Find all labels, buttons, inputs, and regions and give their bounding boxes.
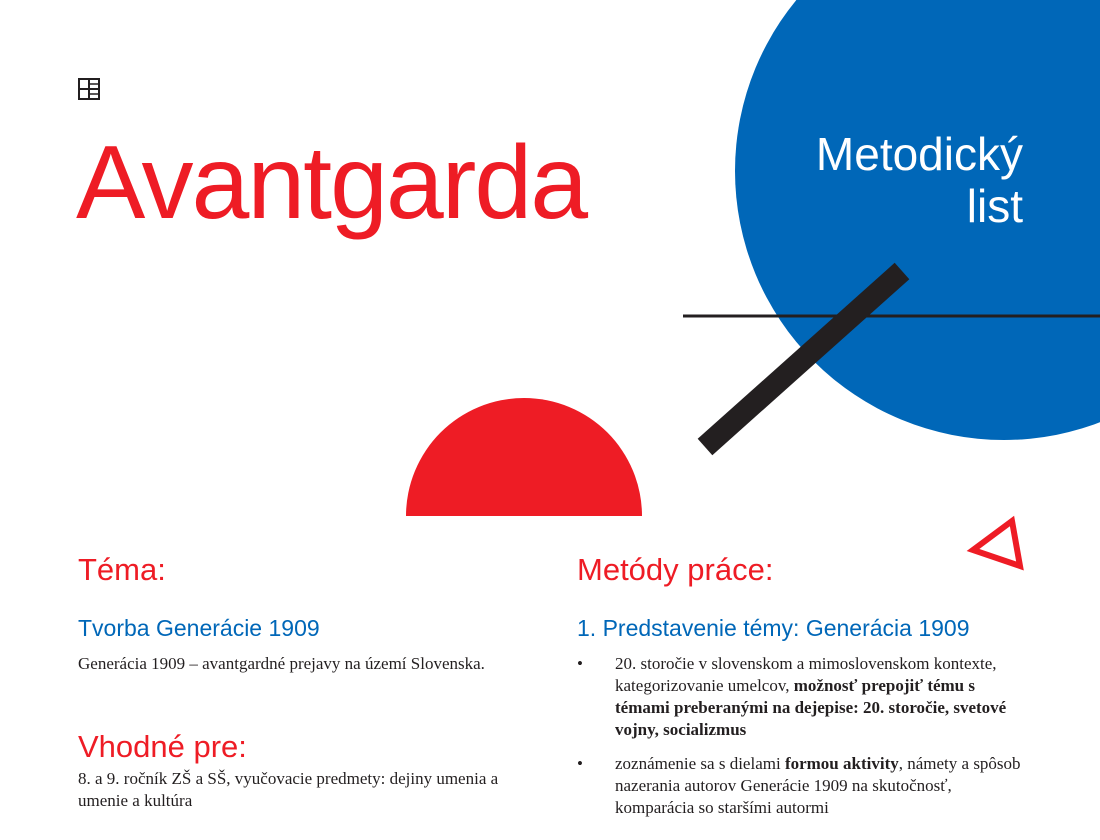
document-type-label [770, 128, 1023, 232]
red-triangle-icon [973, 521, 1020, 566]
document-type-line1: Metodický [815, 128, 1023, 180]
tema-text: Generácia 1909 – avantgardné prejavy na území Slovenska. [78, 654, 485, 673]
tema-heading: Téma: [78, 552, 166, 587]
list-item [577, 653, 1027, 741]
methods-list [577, 653, 1027, 831]
list-item-after: , námety a spôsob nazerania autorov Generácie 1909 na skutočnosť, komparácia so staršími autormi [615, 754, 1021, 817]
list-item-text: 20. storočie v slovenskom a mimoslovenskom kontexte, kategorizovanie umelcov, [615, 654, 997, 695]
tema-subheading: Tvorba Generácie 1909 [78, 615, 320, 641]
page-title: Avantgarda [76, 125, 587, 241]
vhodne-heading: Vhodné pre: [78, 729, 247, 764]
vhodne-text: 8. a 9. ročník ZŠ a SŠ, vyučovacie predmety: dejiny umenia a umenie a kultúra [78, 769, 499, 810]
metody-heading: Metódy práce: [577, 552, 774, 587]
list-item [577, 753, 1027, 819]
metody-subheading: 1. Predstavenie témy: Generácia 1909 [577, 615, 970, 641]
red-semicircle-decoration [406, 398, 642, 516]
list-item-text: zoznámenie sa s dielami [615, 754, 785, 773]
list-item-bold: možnosť prepojiť tému s témami preberanými na dejepise: 20. storočie, svetové vojny, socializmus [615, 676, 1007, 739]
grid-logo-icon [78, 78, 100, 100]
document-type-line2: list [966, 180, 1023, 232]
list-item-bold: formou aktivity [784, 754, 899, 773]
